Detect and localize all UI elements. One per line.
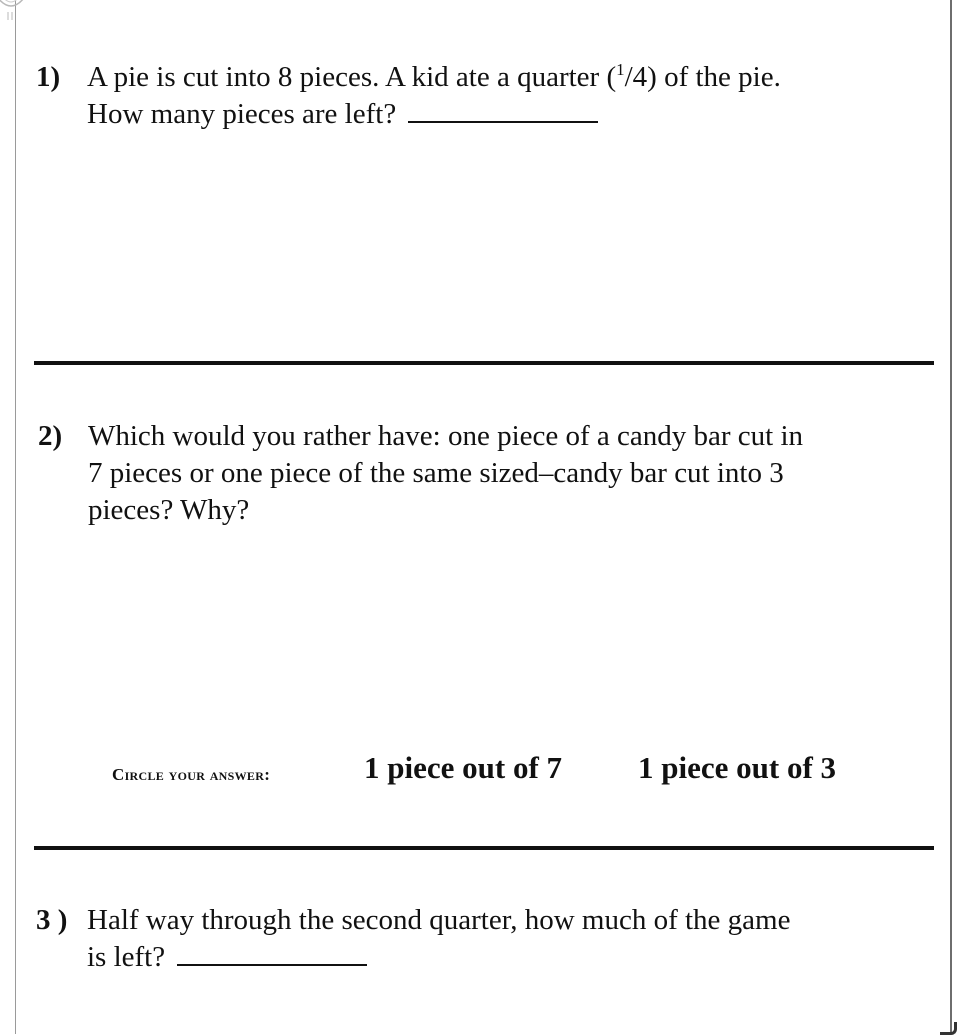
question-3-line-1: Half way through the second quarter, how much of the game: [87, 904, 791, 936]
question-1-line-2: [87, 96, 936, 133]
question-1-number: 1): [36, 61, 61, 93]
section-divider-1: [34, 361, 934, 365]
question-1-line-1-start: A pie is cut into 8 pieces. A kid ate a quarter (: [87, 61, 617, 93]
question-1-line-2-text: How many pieces are left?: [87, 98, 397, 130]
question-2-number: 2): [38, 420, 63, 452]
section-divider-2: [34, 846, 934, 850]
question-3-text: [87, 902, 936, 976]
fraction-numerator: 1: [616, 60, 625, 79]
circle-answer-row: [112, 750, 912, 790]
question-3-line-2-text: is left?: [87, 941, 166, 973]
question-3-line-2: [87, 939, 936, 976]
corner-ornament-icon: [0, 0, 28, 22]
question-1-line-1: [87, 59, 936, 96]
page-corner-curl: [940, 1022, 957, 1035]
circle-answer-label: Circle your answer:: [112, 765, 271, 784]
question-1-line-1-end: /4) of the pie.: [624, 61, 781, 93]
choice-1-piece-out-of-3[interactable]: 1 piece out of 3: [638, 750, 837, 785]
question-3: [36, 902, 936, 982]
question-1: [36, 59, 936, 139]
choice-1-piece-out-of-7[interactable]: 1 piece out of 7: [364, 750, 563, 785]
question-1-text: [87, 59, 936, 133]
question-2-text: [88, 418, 938, 529]
question-3-number: 3 ): [36, 904, 68, 936]
question-2: [38, 418, 938, 538]
answer-blank-3[interactable]: [177, 939, 367, 966]
page-left-border: [15, 0, 16, 1034]
page-right-border: [950, 0, 952, 1034]
answer-blank-1[interactable]: [408, 96, 598, 123]
question-2-line-1: Which would you rather have: one piece of a candy bar cut in: [88, 420, 804, 452]
question-2-line-2: 7 pieces or one piece of the same sized–candy bar cut into 3: [88, 457, 784, 489]
question-2-line-3: pieces? Why?: [88, 494, 250, 526]
